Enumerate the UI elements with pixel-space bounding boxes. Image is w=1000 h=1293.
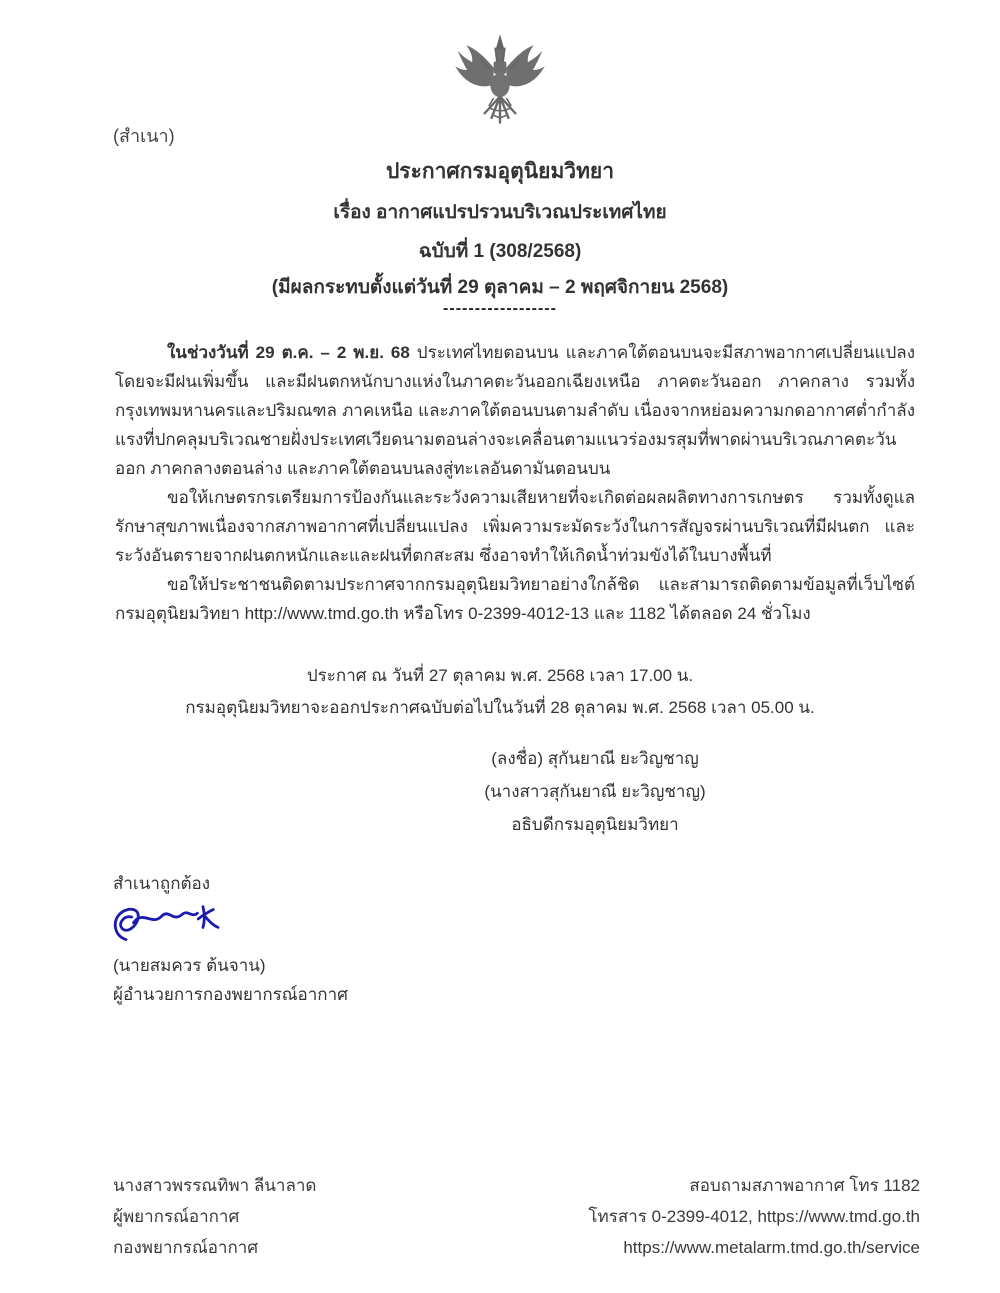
paragraph-1-lead: ในช่วงวันที่ 29 ต.ค. – 2 พ.ย. 68 xyxy=(167,343,410,362)
fax-and-website: โทรสาร 0-2399-4012, https://www.tmd.go.th xyxy=(588,1207,920,1226)
forecaster-title: ผู้พยากรณ์อากาศ xyxy=(113,1207,240,1226)
effective-date-line: (มีผลกระทบตั้งแต่วันที่ 29 ตุลาคม – 2 พฤศจิกายน 2568) xyxy=(271,277,729,298)
announcement-dates xyxy=(0,660,1000,724)
certification-block xyxy=(113,869,348,1009)
signer-title: อธิบดีกรมอุตุนิยมวิทยา xyxy=(511,815,679,834)
certified-copy-label: สำเนาถูกต้อง xyxy=(113,874,211,893)
announce-line-1: ประกาศ ณ วันที่ 27 ตุลาคม พ.ศ. 2568 เวลา 17.00 น. xyxy=(306,666,694,685)
paragraph-3: ขอให้ประชาชนติดตามประกาศจากกรมอุตุนิยมวิทยาอย่างใกล้ชิด และสามารถติดตามข้อมูลที่เว็บไซต์กรมอุตุนิยมวิทยา http://www.tmd.go.th หรือโทร 0-2399-4012-13 และ 1182 ได้ตลอด 24 ชั่วโมง xyxy=(115,575,915,623)
certifier-title: ผู้อำนวยการกองพยากรณ์อากาศ xyxy=(113,985,348,1004)
certifier-name: (นายสมควร ต้นจาน) xyxy=(113,956,266,975)
footer-right xyxy=(588,1170,920,1263)
paragraph-1-rest: ประเทศไทยตอนบน และภาคใต้ตอนบนจะมีสภาพอากาศเปลี่ยนแปลง โดยจะมีฝนเพิ่มขึ้น และมีฝนตกหนักบางแห่งในภาคตะวันออกเฉียงเหนือ ภาคตะวันออก ภาคกลาง รวมทั้งกรุงเทพมหานครและปริมณฑล ภาคเหนือ และภาคใต้ตอนบนตามลำดับ เนื่องจากหย่อมความกดอากาศต่ำกำลังแรงที่ปกคลุมบริเวณชายฝั่งประเทศเวียดนามตอนล่างจะเคลื่อนตามแนวร่องมรสุมที่พาดผ่านบริเวณภาคตะวันออก ภาคกลางตอนล่าง และภาคใต้ตอนบนลงสู่ทะเลอันดามันตอนบน xyxy=(115,343,915,478)
copy-label: (สำเนา) xyxy=(113,126,175,146)
forecaster-name: นางสาวพรรณทิพา ลีนาลาด xyxy=(113,1176,317,1195)
handwritten-signature-icon xyxy=(111,902,233,949)
signed-line: (ลงชื่อ) สุกันยาณี ยะวิญชาญ xyxy=(491,749,699,768)
forecaster-division: กองพยากรณ์อากาศ xyxy=(113,1238,259,1257)
signer-block xyxy=(0,742,1000,841)
footer xyxy=(113,1170,920,1263)
separator-dashes: ------------------ xyxy=(443,300,557,317)
document-subject: เรื่อง อากาศแปรปรวนบริเวณประเทศไทย xyxy=(333,202,667,223)
metalarm-url: https://www.metalarm.tmd.go.th/service xyxy=(623,1238,920,1257)
document-edition: ฉบับที่ 1 (308/2568) xyxy=(418,241,582,262)
garuda-emblem-icon xyxy=(452,33,548,139)
footer-left xyxy=(113,1170,316,1263)
paragraph-1 xyxy=(115,338,915,483)
document-title: ประกาศกรมอุตุนิยมวิทยา xyxy=(385,160,615,183)
announce-line-2: กรมอุตุนิยมวิทยาจะออกประกาศฉบับต่อไปในวันที่ 28 ตุลาคม พ.ศ. 2568 เวลา 05.00 น. xyxy=(185,698,815,717)
paragraph-2: ขอให้เกษตรกรเตรียมการป้องกันและระวังความเสียหายที่จะเกิดต่อผลผลิตทางการเกษตร รวมทั้งดูแลรักษาสุขภาพเนื่องจากสภาพอากาศที่เปลี่ยนแปลง เพิ่มความระมัดระวังในการสัญจรผ่านบริเวณที่มีฝนตก และระวังอันตรายจากฝนตกหนักและและฝนที่ตกสะสม ซึ่งอาจทำให้เกิดน้ำท่วมขังได้ในบางพื้นที่ xyxy=(115,488,915,565)
body-text xyxy=(115,338,915,628)
weather-hotline: สอบถามสภาพอากาศ โทร 1182 xyxy=(689,1176,920,1195)
signer-name: (นางสาวสุกันยาณี ยะวิญชาญ) xyxy=(484,782,706,801)
